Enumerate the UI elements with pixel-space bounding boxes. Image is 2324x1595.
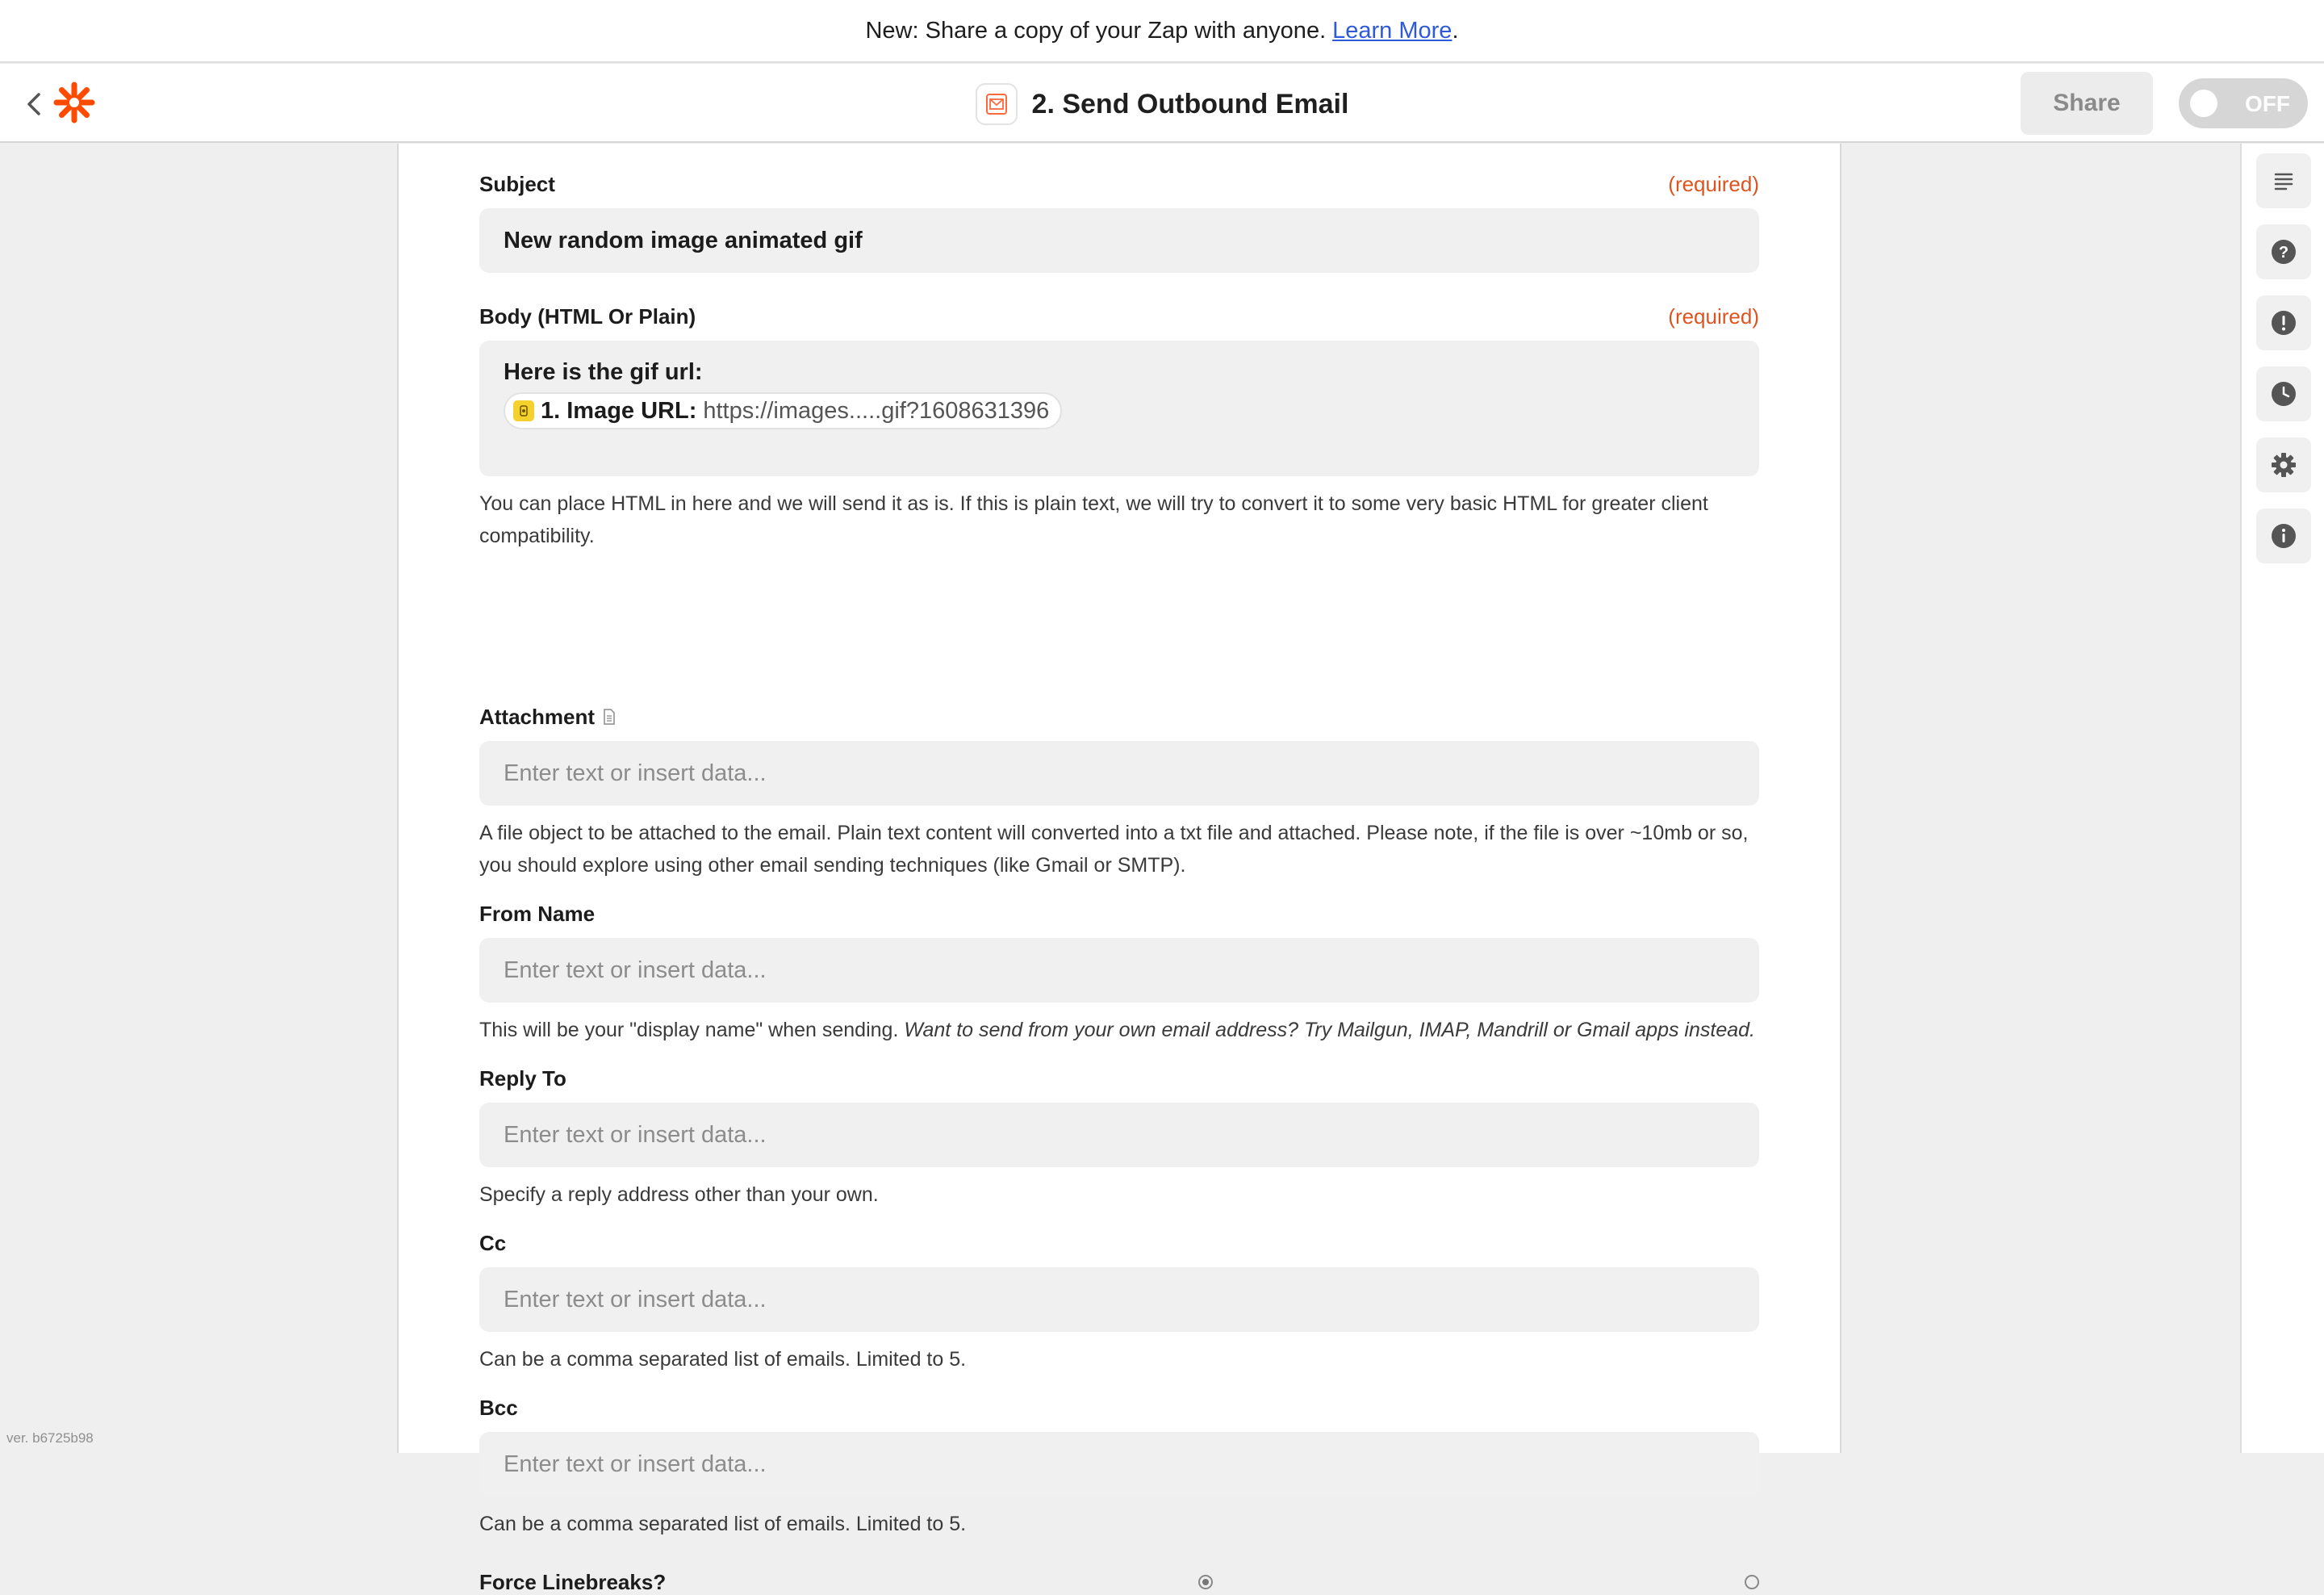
body-input[interactable]: [479, 341, 1759, 476]
bcc-help-text: Can be a comma separated list of emails. Limited to 5.: [479, 1513, 967, 1535]
reply-to-input[interactable]: Enter text or insert data...: [479, 1103, 1759, 1167]
step-app-icon: [513, 400, 534, 421]
editor-header: [0, 64, 2324, 143]
subject-field: [479, 171, 1759, 273]
body-help-text: You can place HTML in here and we will send it as is. If this is plain text, we will try to convert it to some very basic HTML for greater client compatibility.: [479, 492, 1708, 547]
image-url-data-pill[interactable]: [504, 392, 1062, 429]
toggle-label: OFF: [2245, 91, 2290, 116]
alert-icon: [2271, 310, 2297, 336]
body-text-line: Here is the gif url:: [504, 359, 703, 385]
reply-to-label: Reply To: [479, 1065, 566, 1091]
share-button[interactable]: Share: [2021, 72, 2153, 135]
from-name-field: [479, 901, 1759, 1046]
toggle-knob: [2190, 90, 2217, 117]
pill-label: 1. Image URL:: [541, 397, 697, 424]
force-linebreaks-field: [479, 1569, 1759, 1595]
cc-label: Cc: [479, 1230, 507, 1255]
cc-help-text: Can be a comma separated list of emails. Limited to 5.: [479, 1348, 967, 1371]
pill-value: https://images.....gif?1608631396: [703, 397, 1050, 424]
email-app-icon: [976, 83, 1018, 125]
bcc-input[interactable]: Enter text or insert data...: [479, 1432, 1759, 1497]
svg-text:?: ?: [2278, 244, 2289, 262]
clock-icon: [2271, 381, 2297, 407]
attachment-input[interactable]: Enter text or insert data...: [479, 741, 1759, 806]
subject-label: Subject: [479, 171, 555, 196]
help-icon: [2271, 239, 2297, 265]
reply-to-field: [479, 1065, 1759, 1211]
help-text-italic: Want to send from your own email address? Try Mailgun, IMAP, Mandrill or Gmail apps instead.: [904, 1019, 1755, 1041]
bcc-label: Bcc: [479, 1395, 518, 1420]
banner-text: New: Share a copy of your Zap with anyone.: [865, 17, 1327, 44]
required-indicator: (required): [1668, 304, 1759, 329]
info-button[interactable]: [2256, 509, 2311, 563]
help-button[interactable]: [2256, 224, 2311, 279]
bcc-field: [479, 1395, 1759, 1540]
zap-on-off-toggle[interactable]: [2179, 78, 2308, 128]
learn-more-link[interactable]: Learn More: [1332, 17, 1452, 44]
info-icon: [2271, 523, 2297, 549]
radio-option-selected[interactable]: [1198, 1575, 1213, 1589]
attachment-field: [479, 704, 1759, 881]
page-title: 2. Send Outbound Email: [1031, 88, 1349, 119]
gear-icon: [2270, 451, 2297, 479]
cc-input[interactable]: Enter text or insert data...: [479, 1267, 1759, 1332]
history-button[interactable]: [2256, 366, 2311, 421]
outline-icon: [2272, 169, 2296, 193]
attachment-help-text: A file object to be attached to the email. Plain text content will converted into a txt file and attached. Please note, if the file is over ~10mb or so, you should explore using other email sending techniques (like Gmail or SMTP).: [479, 822, 1749, 877]
banner-suffix: .: [1452, 17, 1459, 44]
body-label: Body (HTML Or Plain): [479, 304, 696, 329]
version-label: ver. b6725b98: [6, 1430, 94, 1446]
body-field: [479, 304, 1759, 552]
from-name-input[interactable]: Enter text or insert data...: [479, 938, 1759, 1003]
step-form-panel: [397, 144, 1841, 1594]
announcement-banner: [0, 0, 2324, 63]
side-rail: [2240, 144, 2324, 1453]
reply-to-help-text: Specify a reply address other than your own.: [479, 1183, 879, 1206]
step-title: [0, 82, 2324, 127]
radio-option[interactable]: [1745, 1575, 1759, 1589]
cc-field: [479, 1230, 1759, 1375]
file-icon: [603, 709, 616, 725]
alerts-button[interactable]: [2256, 295, 2311, 350]
subject-input[interactable]: New random image animated gif: [479, 208, 1759, 273]
from-name-label: From Name: [479, 901, 596, 926]
settings-button[interactable]: [2256, 437, 2311, 492]
from-name-help-text: [479, 1014, 1759, 1046]
required-indicator: (required): [1668, 171, 1759, 196]
outline-button[interactable]: [2256, 153, 2311, 208]
help-text: This will be your "display name" when sending.: [479, 1019, 899, 1041]
attachment-label: Attachment: [479, 704, 596, 729]
force-linebreaks-label: Force Linebreaks?: [479, 1569, 667, 1594]
